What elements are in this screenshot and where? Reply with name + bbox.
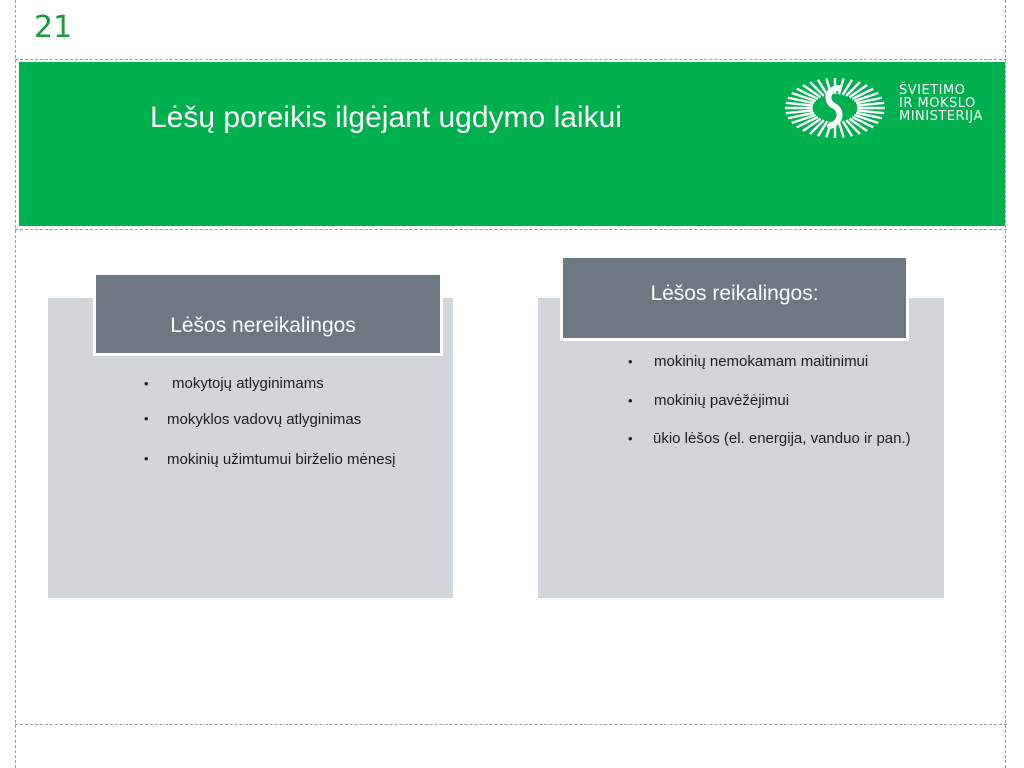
bullet-dot: • [144,411,149,426]
left-item-2: mokyklos vadovų atlyginimas [167,411,362,428]
left-heading: Lėšos nereikalingos [170,314,356,337]
left-heading-box [93,272,443,356]
ministry-logo-icon [780,76,890,140]
right-heading: Lėšos reikalingos: [650,282,819,305]
logo-line-3: MINISTERIJA [899,109,983,124]
bullet-dot: • [144,376,149,391]
right-item-1: mokinių nemokamam maitinimui [654,353,869,370]
bullet-dot: • [628,354,633,369]
frame-line-bottom [15,724,1007,725]
frame-right-line [1005,0,1006,768]
right-item-2: mokinių pavėžėjimui [654,392,790,409]
bullet-dot: • [144,451,149,466]
slide-number: 21 [34,10,73,45]
left-item-1: mokytojų atlyginimams [172,375,324,392]
logo-line-2: IR MOKSLO [899,96,976,111]
bullet-dot: • [628,393,633,408]
slide-title: Lėšų poreikis ilgėjant ugdymo laikui [150,101,622,134]
logo-text [899,84,983,123]
logo-ray [839,122,844,138]
bullet-dot: • [628,431,633,446]
logo-line-1: ŠVIETIMO [899,83,966,98]
frame-left-line [15,0,16,768]
left-item-3: mokinių užimtumui birželio mėnesį [167,451,396,468]
right-item-3: ūkio lėšos (el. energija, vanduo ir pan.) [653,430,911,447]
frame-line-top [15,59,1007,60]
right-heading-box [560,255,909,341]
frame-line-header-bottom [15,229,1007,230]
